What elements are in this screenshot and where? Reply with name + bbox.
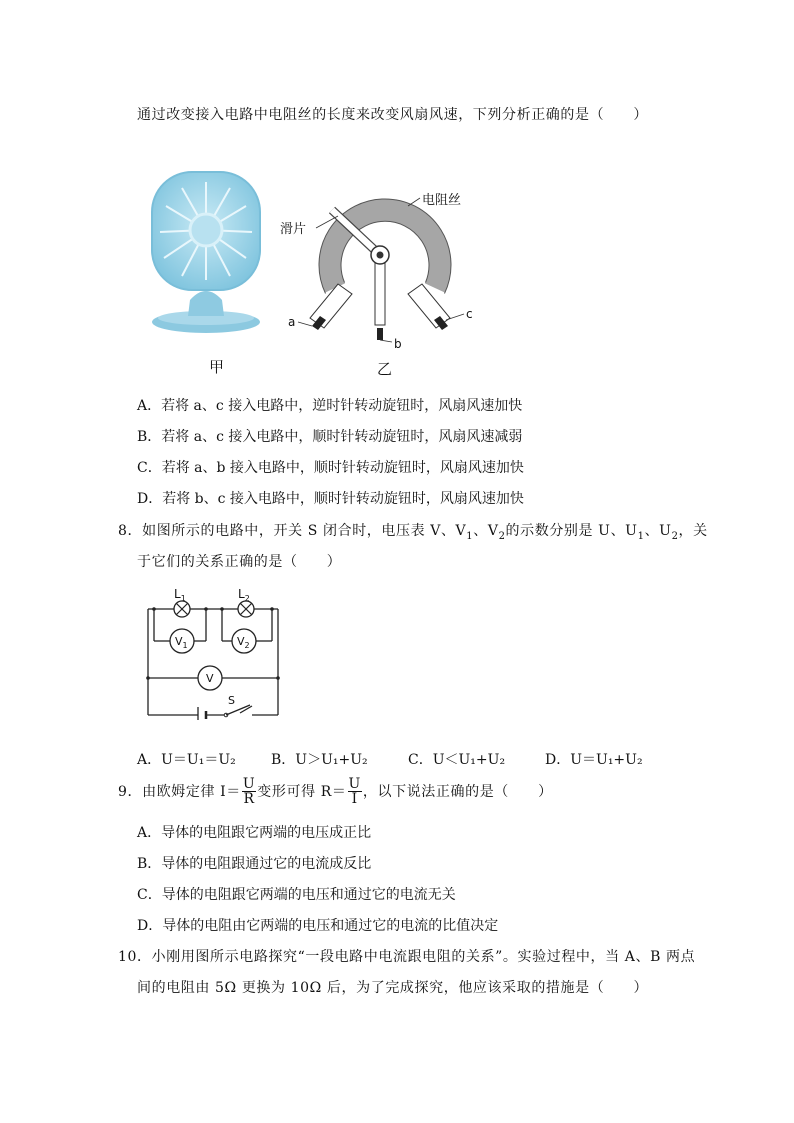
label-resistance-wire: 电阻丝 xyxy=(422,193,462,208)
q9-stem: 9．由欧姆定律 I＝ $\frac{U}{R}$ 变形可得 R＝ $\frac{U}{I}$ ，以下说法正确的是（ ） xyxy=(118,775,553,807)
q8-stem-line1: 8．如图所示的电路中，开关 S 闭合时，电压表 V、$V_1$、$V_2$的示数分别是 U、$U_1$、$U_2$，关 xyxy=(118,523,708,542)
caption-yi: 乙 xyxy=(377,360,393,378)
q9-option-b[interactable]: B．导体的电阻跟通过它的电流成反比 xyxy=(137,856,372,872)
label-L1: $L_1$ xyxy=(174,587,186,603)
rheostat-figure xyxy=(280,180,480,350)
q8-option-c[interactable]: C．U＜U₁+U₂ xyxy=(408,752,506,768)
fan-hub xyxy=(190,214,222,246)
fan-stand xyxy=(188,291,224,316)
label-V: V xyxy=(206,672,214,685)
q9-option-c[interactable]: C．导体的电阻跟它两端的电压和通过它的电流无关 xyxy=(137,887,456,903)
q8-option-b[interactable]: B．U＞U₁+U₂ xyxy=(271,752,368,768)
q8-stem-line2: 于它们的关系正确的是（ ） xyxy=(137,554,342,570)
circuit-diagram xyxy=(140,585,290,720)
fraction-U-over-R: $\frac{U}{R}$ xyxy=(242,775,256,807)
label-V1: $V_1$ xyxy=(175,635,188,650)
terminal-c xyxy=(408,284,464,330)
q8-option-d[interactable]: D．U＝U₁+U₂ xyxy=(545,752,643,768)
fraction-U-over-I: $\frac{U}{I}$ xyxy=(348,775,361,807)
label-c: c xyxy=(466,307,473,321)
q10-stem-line2: 间的电阻由 5Ω 更换为 10Ω 后，为了完成探究，他应该采取的措施是（ ） xyxy=(137,980,649,996)
q7-option-d[interactable]: D．若将 b、c 接入电路中，顺时针转动旋钮时，风扇风速加快 xyxy=(137,491,524,507)
label-slider: 滑片 xyxy=(280,222,307,237)
lamp-L1 xyxy=(174,601,190,617)
label-S: S xyxy=(228,694,235,707)
caption-jia: 甲 xyxy=(209,358,225,376)
label-L2: $L_2$ xyxy=(238,587,250,603)
q9-option-d[interactable]: D．导体的电阻由它两端的电压和通过它的电流的比值决定 xyxy=(137,918,499,934)
terminal-b xyxy=(377,328,383,340)
label-V2: $V_2$ xyxy=(237,635,250,650)
q7-stem: 通过改变接入电路中电阻丝的长度来改变风扇风速，下列分析正确的是（ ） xyxy=(137,107,648,123)
q10-stem-line1: 10．小刚用图所示电路探究“一段电路中电流跟电阻的关系”。实验过程中，当 A、B 两点 xyxy=(118,949,696,965)
fan-figure xyxy=(150,170,262,338)
lamp-L2 xyxy=(238,601,254,617)
label-b: b xyxy=(394,337,402,350)
q7-option-a[interactable]: A．若将 a、c 接入电路中，逆时针转动旋钮时，风扇风速加快 xyxy=(137,398,523,414)
label-a: a xyxy=(288,315,296,329)
q7-option-b[interactable]: B．若将 a、c 接入电路中，顺时针转动旋钮时，风扇风速减弱 xyxy=(137,429,523,445)
q8-option-a[interactable]: A．U＝U₁＝U₂ xyxy=(137,752,236,768)
q9-option-a[interactable]: A．导体的电阻跟它两端的电压成正比 xyxy=(137,825,372,841)
q7-option-c[interactable]: C．若将 a、b 接入电路中，顺时针转动旋钮时，风扇风速加快 xyxy=(137,460,524,476)
